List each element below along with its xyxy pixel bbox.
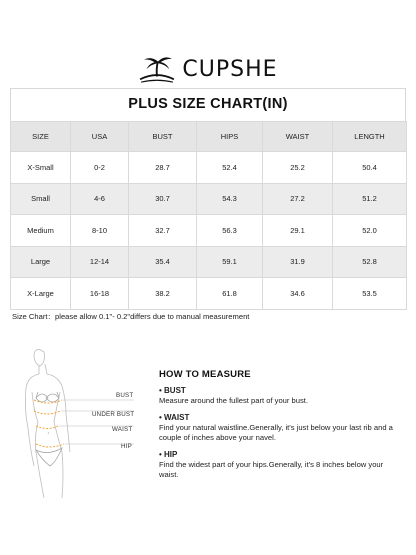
cell-bust: 35.4 [129, 246, 197, 278]
cell-size: Small [11, 183, 71, 215]
brand-name: CUPSHE [182, 56, 278, 82]
label-hip: HIP [121, 443, 132, 450]
measure-item-bust: • BUST Measure around the fullest part of your bust. [159, 386, 399, 406]
measure-text: Find the widest part of your hips.Generally, it's 8 inches below your waist. [159, 460, 384, 480]
cell-hips: 59.1 [197, 246, 263, 278]
cell-hips: 61.8 [197, 278, 263, 310]
cell-bust: 38.2 [129, 278, 197, 310]
measure-item-hip: • HIP Find the widest part of your hips.Generally, it's 8 inches below your waist. [159, 450, 399, 481]
label-bust: BUST [116, 392, 134, 399]
cell-size: Medium [11, 215, 71, 247]
table-row [11, 183, 407, 215]
cell-waist: 27.2 [263, 183, 333, 215]
chart-title: PLUS SIZE CHART(IN) [128, 96, 288, 112]
cell-bust: 30.7 [129, 183, 197, 215]
measure-heading: BUST [164, 386, 186, 395]
measure-text: Find your natural waistline.Generally, it's just below your last rib and a couple of inches above your navel. [159, 423, 393, 443]
measurement-note: Size Chart：please allow 0.1"- 0.2"differs due to manual measurement [12, 312, 250, 321]
cell-hips: 52.4 [197, 152, 263, 184]
cell-size: X-Small [11, 152, 71, 184]
cell-length: 52.8 [333, 246, 407, 278]
how-to-measure-title: HOW TO MEASURE [159, 369, 251, 380]
cell-usa: 8-10 [71, 215, 129, 247]
size-chart-table [10, 121, 407, 310]
cell-waist: 29.1 [263, 215, 333, 247]
measure-heading: HIP [164, 450, 178, 459]
table-header-row [11, 122, 407, 152]
measure-item-waist: • WAIST Find your natural waistline.Generally, it's just below your last rib and a couple of inches above your navel. [159, 413, 399, 444]
cell-length: 53.5 [333, 278, 407, 310]
cell-bust: 28.7 [129, 152, 197, 184]
label-waist: WAIST [112, 426, 133, 433]
cell-bust: 32.7 [129, 215, 197, 247]
cell-usa: 12-14 [71, 246, 129, 278]
cell-hips: 56.3 [197, 215, 263, 247]
header-usa: USA [71, 122, 129, 152]
cell-size: Large [11, 246, 71, 278]
header-bust: BUST [129, 122, 197, 152]
cell-hips: 54.3 [197, 183, 263, 215]
cell-usa: 0-2 [71, 152, 129, 184]
cell-usa: 16-18 [71, 278, 129, 310]
palm-tree-island-icon [138, 54, 176, 84]
cell-usa: 4-6 [71, 183, 129, 215]
table-row [11, 246, 407, 278]
measure-heading: WAIST [164, 413, 190, 422]
table-row [11, 215, 407, 247]
header-size: SIZE [11, 122, 71, 152]
cell-length: 50.4 [333, 152, 407, 184]
cell-waist: 25.2 [263, 152, 333, 184]
cell-waist: 34.6 [263, 278, 333, 310]
body-measurement-figure [22, 348, 142, 498]
cell-waist: 31.9 [263, 246, 333, 278]
cell-length: 51.2 [333, 183, 407, 215]
header-waist: WAIST [263, 122, 333, 152]
cell-size: X-Large [11, 278, 71, 310]
header-length: LENGTH [333, 122, 407, 152]
cell-length: 52.0 [333, 215, 407, 247]
header-hips: HIPS [197, 122, 263, 152]
table-row [11, 152, 407, 184]
brand-logo [0, 52, 416, 86]
label-under-bust: UNDER BUST [92, 411, 135, 418]
table-row [11, 278, 407, 310]
measure-text: Measure around the fullest part of your bust. [159, 396, 309, 406]
